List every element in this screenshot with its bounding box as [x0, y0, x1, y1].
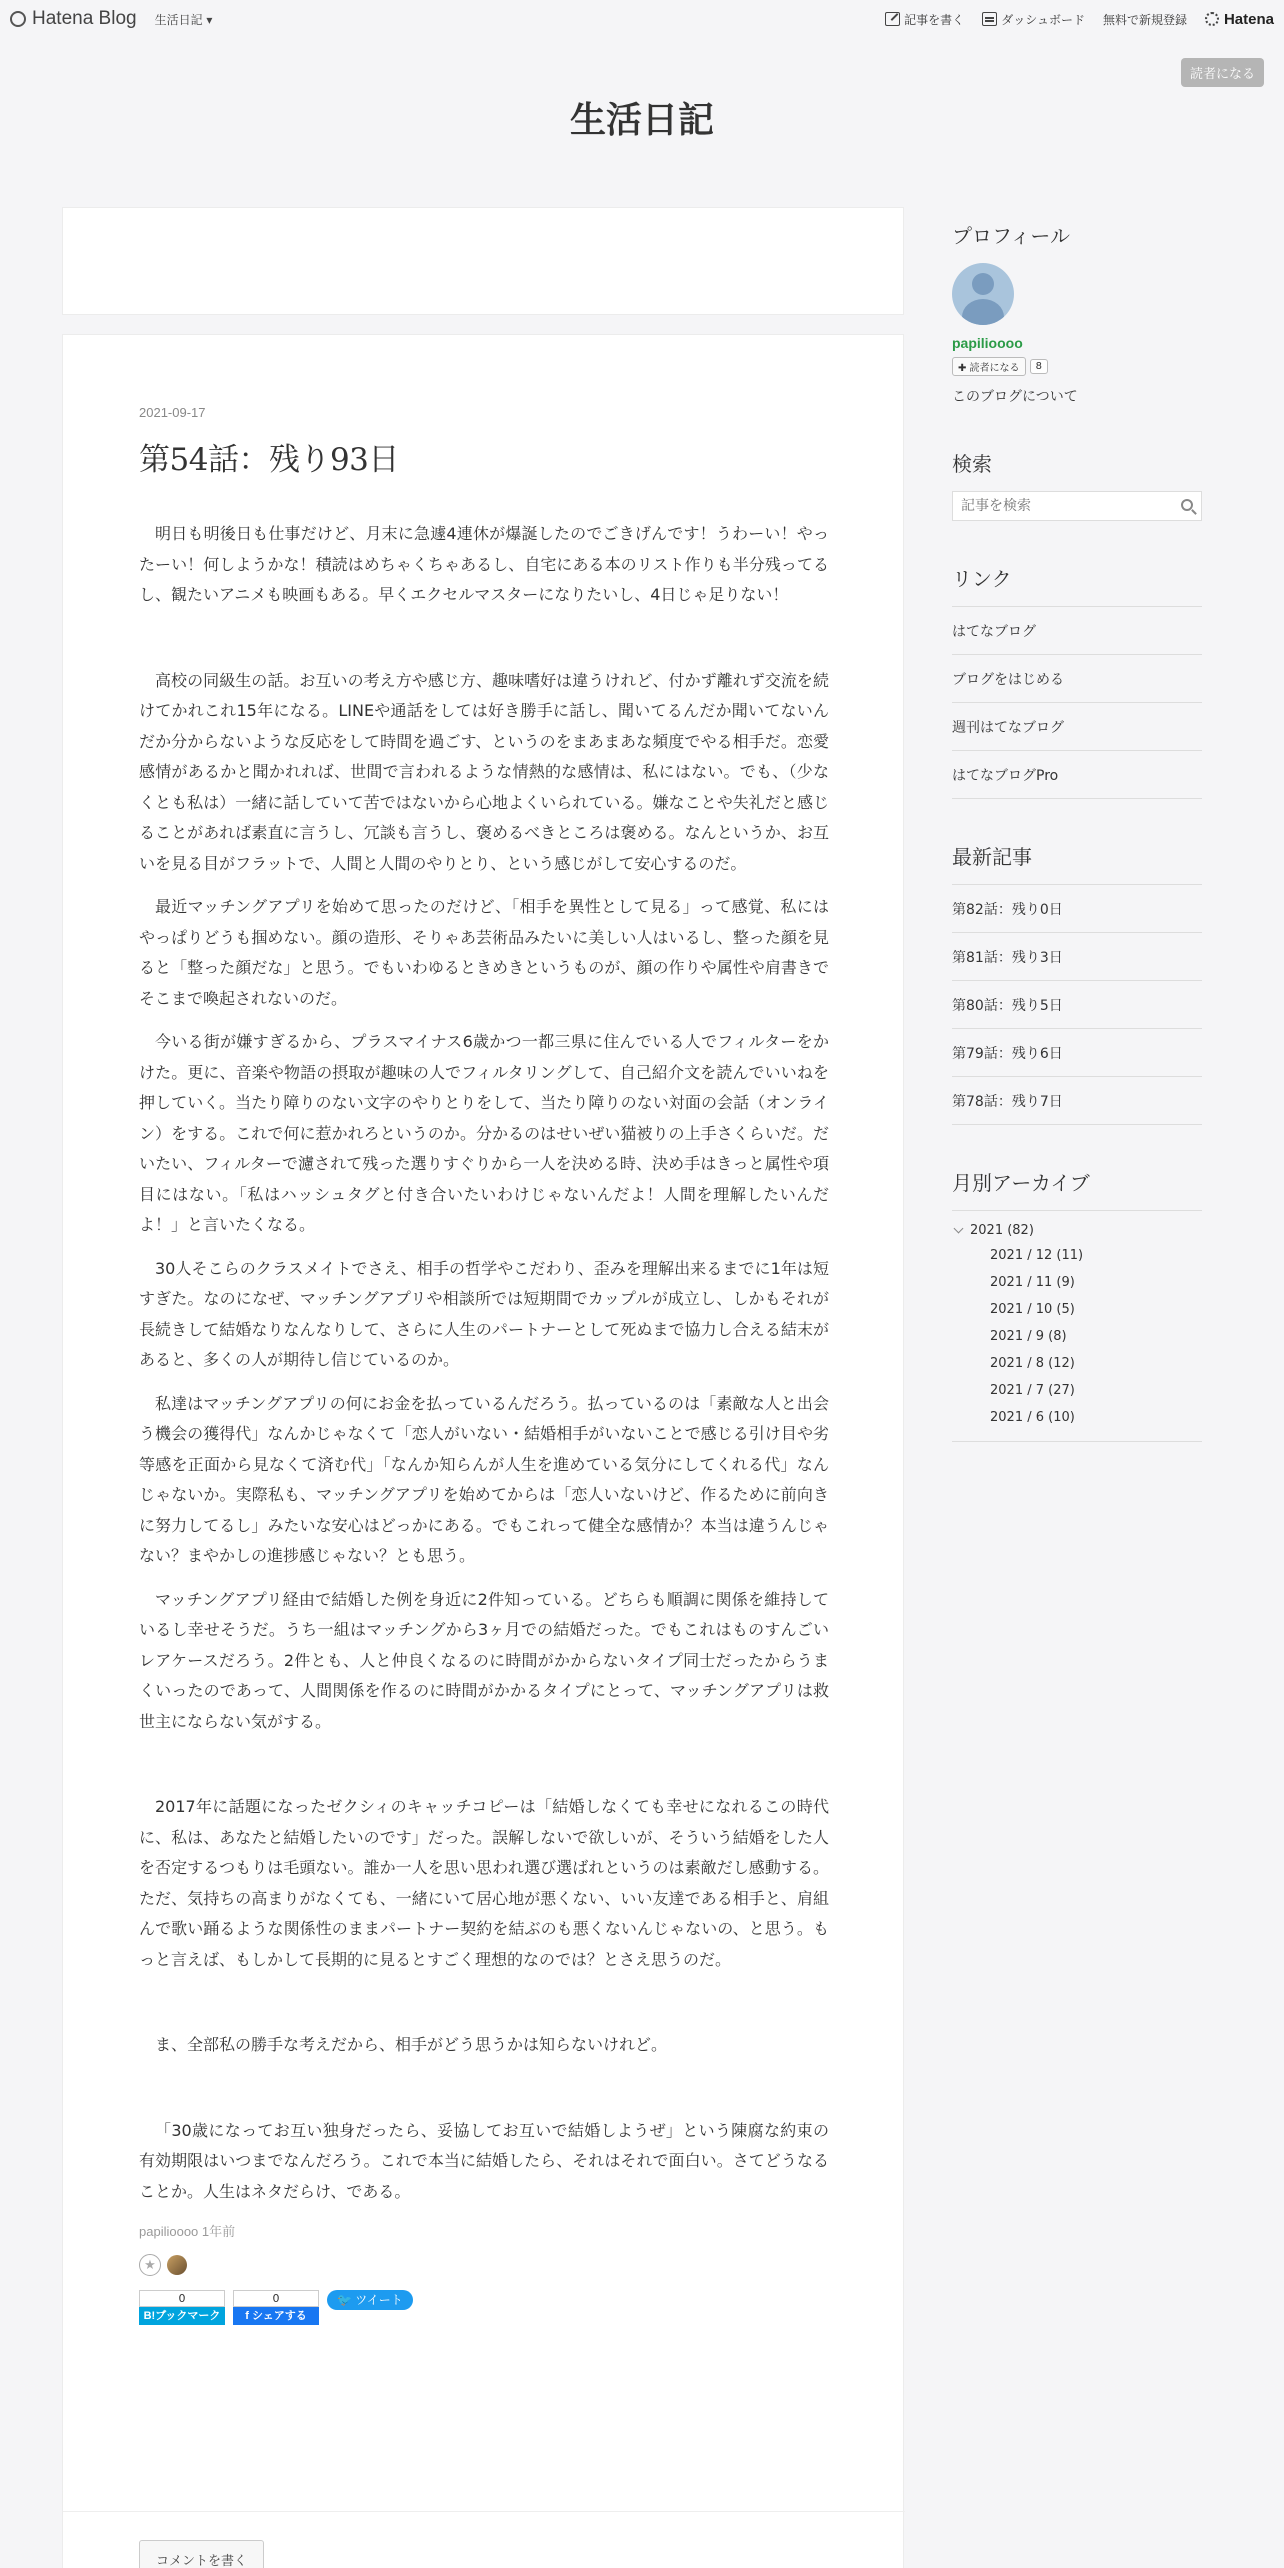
recent-entry-item[interactable]: 第78話：残り7日 [952, 1077, 1202, 1125]
links-module [952, 563, 1202, 799]
link-item[interactable]: はてなブログPro [952, 751, 1202, 799]
hatena-bookmark-button[interactable] [139, 2290, 225, 2325]
profile-name[interactable]: papilioooo [952, 335, 1023, 351]
share-count: 0 [233, 2290, 319, 2307]
write-comment-button[interactable]: コメントを書く [139, 2540, 264, 2568]
entry-footer[interactable]: papilioooo 1年前 [139, 2224, 236, 2239]
entry-paragraph: 私達はマッチングアプリの何にお金を払っているんだろう。払っているのは「素敵な人と出会う機会の獲得代」なんかじゃなくて「恋人がいない・結婚相手がいないことで感じる引け目や劣等感を正面から見なくて済む代」「なんか知らんが人生を進めている気分にしてくれる代」なんじゃないか。実際私も、マッチングアプリを始めてからは「恋人いないけど、作るために前向きに努力してるし」みたいな安心はどっかにある。でもこれって健全な感情か？本当は違うんじゃない？まやかしの進捗感じゃない？とも思う。 [139, 1393, 829, 1565]
signup-label: 無料で新規登録 [1102, 12, 1187, 27]
bookmark-count: 0 [139, 2290, 225, 2307]
recent-entry-item[interactable]: 第82話：残り0日 [952, 885, 1202, 933]
entry-title[interactable]: 第54話：残り93日 [139, 442, 399, 478]
add-star-button[interactable] [139, 2254, 161, 2276]
search-title: 検索 [952, 452, 992, 476]
sidebar [952, 220, 1202, 1442]
subscriber-count[interactable]: 8 [1030, 359, 1048, 374]
entry-paragraph: 今いる街が嫌すぎるから、プラスマイナス6歳かつ一都三県に住んでいる人でフィルターをかけた。更に、音楽や物語の摂取が趣味の人でフィルタリングして、自己紹介文を読んでいいねを押していく。当たり障りのない文字のやりとりをして、当たり障りのない対面の会話（オンライン）をする。これで何に惹かれろというのか。分かるのはせいぜい猫被りの上手さくらいだ。だいたい、フィルターで濾されて残った選りすぐりから一人を決める時、決め手はきっと属性や項目にはない。「私はハッシュタグと付き合いたいわけじゃないんだよ！人間を理解したいんだよ！」と言いたくなる。 [139, 1032, 829, 1234]
archive-month-item[interactable]: 2021 / 7 (27) [990, 1383, 1075, 1398]
links-title: リンク [952, 567, 1012, 591]
archive-year[interactable] [952, 1223, 1202, 1238]
archive-month-item[interactable]: 2021 / 10 (5) [990, 1302, 1075, 1317]
star-user-avatar[interactable] [167, 2255, 187, 2275]
archive-month-item[interactable]: 2021 / 12 (11) [990, 1248, 1084, 1263]
recent-entry-item[interactable]: 第79話：残り6日 [952, 1029, 1202, 1077]
dashboard-icon [982, 12, 997, 26]
hatena-dots-icon [1205, 12, 1219, 26]
sidebar-subscribe-button[interactable]: ✚ 読者になる [952, 357, 1026, 376]
write-entry-link[interactable] [885, 11, 964, 28]
archive-month-item[interactable]: 2021 / 11 (9) [990, 1275, 1075, 1290]
divider [63, 2511, 905, 2512]
recent-title: 最新記事 [952, 845, 1032, 869]
archive-month-item[interactable]: 2021 / 8 (12) [990, 1356, 1075, 1371]
recent-entries-module [952, 841, 1202, 1125]
search-box [952, 491, 1202, 521]
entry-paragraph: 「30歳になってお互い独身だったら、妥協してお互いで結婚しようぜ」という陳腐な約束の有効期限はいつまでなんだろう。これで本当に結婚したら、それはそれで面白い。さてどうなることか。人生はネタだらけ、である。 [139, 2120, 829, 2201]
search-input[interactable] [953, 492, 1163, 520]
entry-body [139, 519, 829, 2207]
hatena-blog-logo-icon [10, 11, 26, 27]
search-icon[interactable] [1181, 499, 1193, 511]
archive-module [952, 1167, 1202, 1442]
logo-text: Hatena Blog [32, 8, 137, 29]
star-icon: ★ [144, 2257, 156, 2273]
blog-menu-label: 生活日記 [154, 12, 203, 27]
share-label: f シェアする [233, 2307, 319, 2325]
bookmark-label: B!ブックマーク [139, 2307, 225, 2325]
profile-module [952, 220, 1202, 406]
signup-link[interactable] [1103, 11, 1187, 28]
link-item[interactable]: 週刊はてなブログ [952, 703, 1202, 751]
recent-entry-item[interactable]: 第81話：残り3日 [952, 933, 1202, 981]
entry-paragraph: ま、全部私の勝手な考えだから、相手がどう思うかは知らないけれど。 [155, 2035, 668, 2054]
hatena-blog-logo[interactable] [10, 8, 137, 30]
global-header [0, 0, 1284, 38]
archive-year-label: 2021 (82) [970, 1223, 1034, 1238]
hatena-brand-link[interactable] [1205, 11, 1274, 28]
entry-article [62, 334, 904, 2568]
pencil-icon [885, 12, 900, 26]
twitter-bird-icon: 🐦 [337, 2293, 352, 2307]
entry-paragraph: 高校の同級生の話。お互いの考え方や感じ方、趣味嗜好は違うけれど、付かず離れず交流を続けてかれこれ15年になる。LINEや通話をしては好き勝手に話し、聞いてるんだか聞いてないんだか分からないような反応をして時間を過ごす、というのをまあまあな頻度でやる相手だ。恋愛感情があるかと聞かれれば、世間で言われるような情熱的な感情は、私にはない。でも、（少なくとも私は）一緒に話していて苦ではないから心地よくいられている。嫌なことや失礼だと感じることがあれば素直に言うし、冗談も言うし、褒めるべきところは褒める。なんというか、お互いを見る目がフラットで、人間と人間のやりとり、という感じがして安心するのだ。 [139, 670, 829, 873]
link-item[interactable]: はてなブログ [952, 607, 1202, 655]
entry-paragraph: 30人そこらのクラスメイトでさえ、相手の哲学やこだわり、歪みを理解出来るまでに1年は短すぎた。なのになぜ、マッチングアプリや相談所では短期間でカップルが成立し、しかもそれが長続きして結婚なりなんなりして、さらに人生のパートナーとして死ぬまで協力し合える結末があると、多くの人が期待し信じているのか。 [139, 1258, 829, 1369]
about-blog-link[interactable]: このブログについて [952, 389, 1078, 405]
archive-title: 月別アーカイブ [952, 1171, 1090, 1195]
write-entry-label: 記事を書く [904, 12, 965, 27]
entry-paragraph: 最近マッチングアプリを始めて思ったのだけど、「相手を異性として見る」って感覚、私にはやっぱりどうも掴めない。顔の造形、そりゃあ芸術品みたいに美しい人はいるし、整った顔を見ると「整った顔だな」と思う。でもいわゆるときめきというものが、顔の作りや属性や肩書きでそこまで喚起されないのだ。 [139, 897, 829, 1008]
avatar[interactable] [952, 263, 1014, 325]
star-area [139, 2254, 829, 2276]
share-buttons [139, 2290, 829, 2325]
subscribe-button[interactable]: 読者になる [1181, 58, 1264, 87]
profile-title: プロフィール [952, 224, 1070, 248]
entry-date[interactable]: 2021-09-17 [139, 405, 206, 420]
tweet-button[interactable] [327, 2290, 413, 2310]
chevron-down-icon[interactable] [954, 1224, 964, 1234]
entry-paragraph: マッチングアプリ経由で結婚した例を身近に2件知っている。どちらも順調に関係を維持しているし幸せそうだ。うち一組はマッチングから3ヶ月での結婚だった。でもこれはものすんごいレアケースだろう。2件とも、人と仲良くなるのに時間がかからないタイプ同士だったからうまくいったのであって、人間関係を作るのに時間がかかるタイプにとって、マッチングアプリは救世主にならない気がする。 [139, 1589, 829, 1731]
link-item[interactable]: ブログをはじめる [952, 655, 1202, 703]
ad-area [62, 207, 904, 315]
entry-paragraph: 明日も明後日も仕事だけど、月末に急遽4連休が爆誕したのでごきげんです！うわーい！やったーい！何しようかな！積読はめちゃくちゃあるし、自宅にある本のリスト作りも半分残ってるし、観たいアニメも映画もある。早くエクセルマスターになりたいし、4日じゃ足りない！ [139, 524, 829, 604]
search-module [952, 448, 1202, 521]
archive-month-item[interactable]: 2021 / 6 (10) [990, 1410, 1075, 1425]
recent-entry-item[interactable]: 第80話：残り5日 [952, 981, 1202, 1029]
facebook-share-button[interactable] [233, 2290, 319, 2325]
dashboard-link[interactable] [982, 11, 1085, 28]
tweet-label: ツイート [355, 2293, 403, 2307]
archive-month-item[interactable]: 2021 / 9 (8) [990, 1329, 1067, 1344]
hatena-brand-label: Hatena [1223, 10, 1274, 28]
entry-paragraph: 2017年に話題になったゼクシィのキャッチコピーは「結婚しなくても幸せになれるこの時代に、私は、あなたと結婚したいのです」だった。誤解しないで欲しいが、そういう結婚をした人を否定するつもりは毛頭ない。誰か一人を思い思われ選び選ばれというのは素敵だし感動する。ただ、気持ちの高まりがなくても、一緒にいて居心地が悪くない、いい友達である相手と、肩組んで歌い踊るような関係性のままパートナー契約を結ぶのも悪くないんじゃないの、と思う。もっと言えば、もしかして長期的に見るとすごく理想的なのでは？とさえ思うのだ。 [139, 1797, 829, 1969]
dashboard-label: ダッシュボード [1001, 12, 1085, 27]
blog-menu[interactable]: 生活日記 ▾ [154, 12, 213, 27]
blog-title[interactable]: 生活日記 [569, 99, 714, 141]
